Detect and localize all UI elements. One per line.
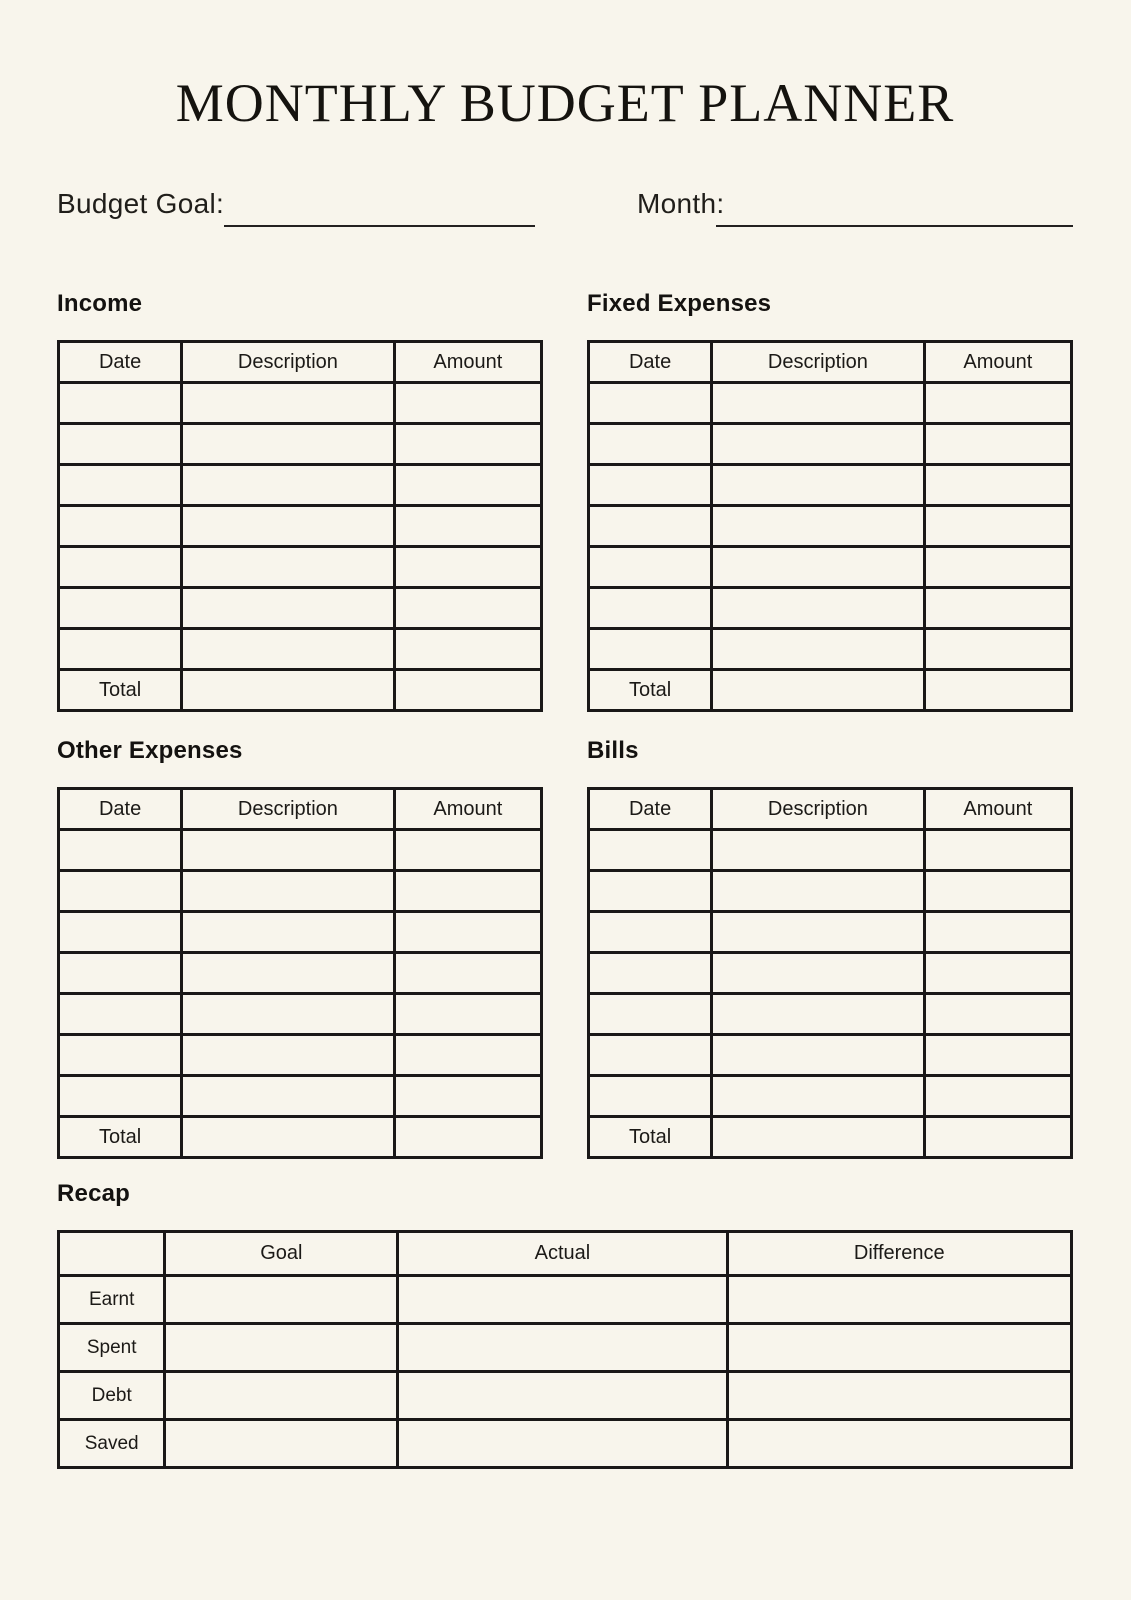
difference-column-header: Difference (727, 1232, 1071, 1276)
empty-cell (727, 1420, 1071, 1468)
empty-cell (394, 953, 541, 994)
recap-corner-cell (59, 1232, 165, 1276)
empty-cell (924, 547, 1071, 588)
empty-cell (712, 629, 925, 670)
empty-cell (712, 994, 925, 1035)
empty-cell (712, 871, 925, 912)
table-row (589, 588, 1072, 629)
date-column-header: Date (59, 789, 182, 830)
total-description-cell (182, 670, 395, 711)
total-description-cell (182, 1117, 395, 1158)
empty-cell (182, 547, 395, 588)
total-amount-cell (394, 670, 541, 711)
table-row (589, 506, 1072, 547)
other-expenses-table (57, 787, 543, 1159)
empty-cell (712, 547, 925, 588)
budget-goal-line (224, 225, 535, 227)
empty-cell (712, 506, 925, 547)
empty-cell (589, 912, 712, 953)
fixed-expenses-table (587, 340, 1073, 712)
empty-cell (924, 629, 1071, 670)
description-column-header: Description (712, 342, 925, 383)
empty-cell (589, 465, 712, 506)
empty-cell (589, 588, 712, 629)
table-row (59, 994, 542, 1035)
empty-cell (59, 830, 182, 871)
empty-cell (59, 547, 182, 588)
empty-cell (59, 1035, 182, 1076)
empty-cell (398, 1372, 727, 1420)
table-row (59, 830, 542, 871)
table-row (59, 629, 542, 670)
actual-column-header: Actual (398, 1232, 727, 1276)
table-row (589, 629, 1072, 670)
bills-section (587, 737, 1073, 1159)
month-field (637, 188, 1073, 220)
empty-cell (59, 424, 182, 465)
budget-goal-label: Budget Goal: (57, 188, 225, 219)
tables-grid (57, 290, 1073, 1159)
empty-cell (727, 1324, 1071, 1372)
empty-cell (165, 1324, 398, 1372)
empty-cell (165, 1372, 398, 1420)
empty-cell (59, 994, 182, 1035)
table-row (589, 830, 1072, 871)
table-row (589, 547, 1072, 588)
empty-cell (394, 465, 541, 506)
empty-cell (182, 383, 395, 424)
recap-row (59, 1372, 1072, 1420)
table-row (589, 1035, 1072, 1076)
bills-table (587, 787, 1073, 1159)
total-label: Total (589, 1117, 712, 1158)
description-column-header: Description (182, 342, 395, 383)
empty-cell (394, 871, 541, 912)
empty-cell (924, 588, 1071, 629)
empty-cell (589, 953, 712, 994)
empty-cell (182, 994, 395, 1035)
table-row (589, 465, 1072, 506)
total-row (59, 670, 542, 711)
table-row (589, 994, 1072, 1035)
income-section-title: Income (57, 290, 143, 317)
bills-section-title: Bills (587, 737, 639, 764)
empty-cell (394, 830, 541, 871)
empty-cell (589, 629, 712, 670)
empty-cell (394, 994, 541, 1035)
total-row (589, 670, 1072, 711)
empty-cell (394, 383, 541, 424)
recap-section (57, 1180, 1073, 1469)
table-row (589, 912, 1072, 953)
empty-cell (712, 1076, 925, 1117)
budget-goal-field (57, 188, 535, 220)
empty-cell (182, 1076, 395, 1117)
empty-cell (712, 912, 925, 953)
empty-cell (712, 1035, 925, 1076)
empty-cell (924, 424, 1071, 465)
table-row (589, 424, 1072, 465)
table-row (59, 424, 542, 465)
page-title: MONTHLY BUDGET PLANNER (175, 73, 955, 133)
other-expenses-section-title: Other Expenses (57, 737, 243, 764)
empty-cell (924, 830, 1071, 871)
table-row (59, 912, 542, 953)
table-header-row (589, 789, 1072, 830)
empty-cell (589, 424, 712, 465)
empty-cell (924, 994, 1071, 1035)
description-column-header: Description (712, 789, 925, 830)
table-row (589, 1076, 1072, 1117)
empty-cell (589, 994, 712, 1035)
empty-cell (589, 830, 712, 871)
total-description-cell (712, 1117, 925, 1158)
empty-cell (165, 1276, 398, 1324)
amount-column-header: Amount (394, 789, 541, 830)
empty-cell (394, 1076, 541, 1117)
table-header-row (59, 789, 542, 830)
empty-cell (589, 1035, 712, 1076)
table-row (59, 383, 542, 424)
table-row (589, 383, 1072, 424)
empty-cell (59, 588, 182, 629)
empty-cell (394, 506, 541, 547)
empty-cell (182, 465, 395, 506)
date-column-header: Date (589, 789, 712, 830)
empty-cell (59, 953, 182, 994)
empty-cell (924, 953, 1071, 994)
empty-cell (727, 1372, 1071, 1420)
empty-cell (59, 629, 182, 670)
recap-row-label: Spent (59, 1324, 165, 1372)
empty-cell (924, 1076, 1071, 1117)
total-description-cell (712, 670, 925, 711)
empty-cell (712, 424, 925, 465)
empty-cell (182, 629, 395, 670)
total-row (589, 1117, 1072, 1158)
fixed-expenses-section-title: Fixed Expenses (587, 290, 772, 317)
empty-cell (712, 465, 925, 506)
header-fields (57, 188, 1073, 220)
empty-cell (924, 465, 1071, 506)
total-label: Total (59, 670, 182, 711)
recap-table (57, 1230, 1073, 1469)
empty-cell (59, 1076, 182, 1117)
amount-column-header: Amount (394, 342, 541, 383)
table-header-row (59, 342, 542, 383)
total-label: Total (589, 670, 712, 711)
empty-cell (712, 383, 925, 424)
empty-cell (182, 1035, 395, 1076)
empty-cell (924, 871, 1071, 912)
recap-row-label: Debt (59, 1372, 165, 1420)
amount-column-header: Amount (924, 342, 1071, 383)
description-column-header: Description (182, 789, 395, 830)
total-amount-cell (924, 670, 1071, 711)
empty-cell (394, 547, 541, 588)
empty-cell (589, 383, 712, 424)
month-line (716, 225, 1073, 227)
total-label: Total (59, 1117, 182, 1158)
table-row (59, 465, 542, 506)
empty-cell (924, 912, 1071, 953)
empty-cell (59, 506, 182, 547)
fixed-expenses-section (587, 290, 1073, 712)
table-row (59, 871, 542, 912)
table-row (59, 1035, 542, 1076)
empty-cell (924, 506, 1071, 547)
income-section (57, 290, 543, 712)
empty-cell (182, 953, 395, 994)
empty-cell (394, 1035, 541, 1076)
empty-cell (727, 1276, 1071, 1324)
empty-cell (924, 383, 1071, 424)
recap-row-label: Saved (59, 1420, 165, 1468)
table-row (589, 953, 1072, 994)
recap-row (59, 1324, 1072, 1372)
empty-cell (589, 871, 712, 912)
empty-cell (712, 830, 925, 871)
goal-column-header: Goal (165, 1232, 398, 1276)
empty-cell (394, 424, 541, 465)
empty-cell (165, 1420, 398, 1468)
empty-cell (589, 506, 712, 547)
empty-cell (59, 465, 182, 506)
recap-row (59, 1420, 1072, 1468)
empty-cell (59, 383, 182, 424)
empty-cell (589, 1076, 712, 1117)
empty-cell (182, 424, 395, 465)
empty-cell (182, 871, 395, 912)
empty-cell (59, 871, 182, 912)
total-row (59, 1117, 542, 1158)
date-column-header: Date (589, 342, 712, 383)
empty-cell (398, 1276, 727, 1324)
empty-cell (398, 1324, 727, 1372)
table-header-row (589, 342, 1072, 383)
empty-cell (394, 629, 541, 670)
amount-column-header: Amount (924, 789, 1071, 830)
table-row (59, 1076, 542, 1117)
date-column-header: Date (59, 342, 182, 383)
empty-cell (182, 912, 395, 953)
recap-row (59, 1276, 1072, 1324)
other-expenses-section (57, 737, 543, 1159)
empty-cell (182, 830, 395, 871)
empty-cell (182, 506, 395, 547)
empty-cell (398, 1420, 727, 1468)
empty-cell (394, 912, 541, 953)
total-amount-cell (924, 1117, 1071, 1158)
empty-cell (394, 588, 541, 629)
empty-cell (924, 1035, 1071, 1076)
table-row (59, 547, 542, 588)
recap-header-row (59, 1232, 1072, 1276)
table-row (59, 588, 542, 629)
empty-cell (59, 912, 182, 953)
recap-row-label: Earnt (59, 1276, 165, 1324)
total-amount-cell (394, 1117, 541, 1158)
recap-section-title: Recap (57, 1180, 131, 1207)
table-row (59, 506, 542, 547)
table-row (59, 953, 542, 994)
table-row (589, 871, 1072, 912)
month-label: Month: (637, 188, 725, 219)
empty-cell (182, 588, 395, 629)
empty-cell (589, 547, 712, 588)
empty-cell (712, 953, 925, 994)
income-table (57, 340, 543, 712)
empty-cell (712, 588, 925, 629)
